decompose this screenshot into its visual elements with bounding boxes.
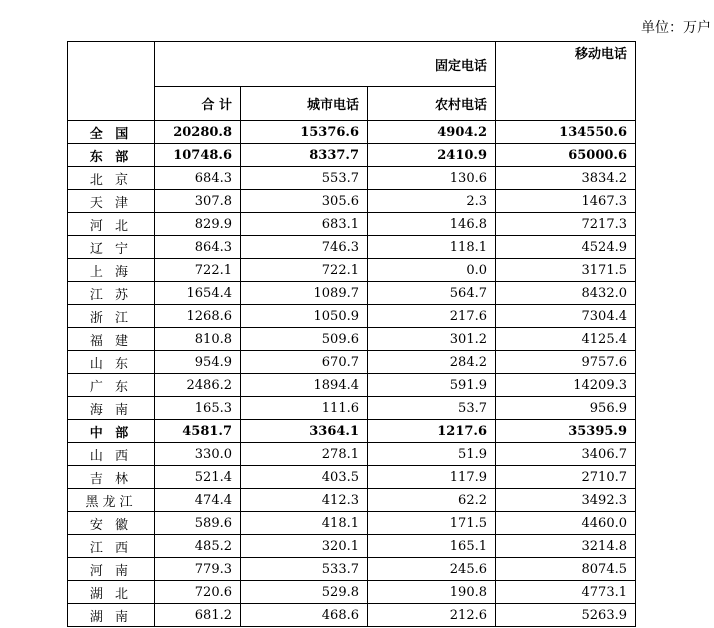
region-name-cell: 福 建 [68, 328, 155, 351]
mobile-cell: 8074.5 [496, 558, 636, 581]
table-row [68, 328, 636, 351]
table-row [68, 259, 636, 282]
rural-cell: 146.8 [368, 213, 496, 236]
mobile-cell: 7217.3 [496, 213, 636, 236]
total-cell: 864.3 [155, 236, 241, 259]
rural-cell: 564.7 [368, 282, 496, 305]
telephone-subscribers-table [67, 41, 636, 627]
total-cell: 1654.4 [155, 282, 241, 305]
unit-label: 单位：万户 [641, 20, 711, 36]
total-cell: 307.8 [155, 190, 241, 213]
table-row [68, 121, 636, 144]
rural-cell: 62.2 [368, 489, 496, 512]
total-cell: 779.3 [155, 558, 241, 581]
mobile-cell: 1467.3 [496, 190, 636, 213]
rural-cell: 301.2 [368, 328, 496, 351]
region-name-cell: 北 京 [68, 167, 155, 190]
total-cell: 810.8 [155, 328, 241, 351]
total-cell: 2486.2 [155, 374, 241, 397]
table-row [68, 190, 636, 213]
header-row [68, 42, 636, 87]
urban-cell: 722.1 [241, 259, 368, 282]
urban-cell: 533.7 [241, 558, 368, 581]
mobile-cell: 8432.0 [496, 282, 636, 305]
table-row [68, 374, 636, 397]
total-cell: 681.2 [155, 604, 241, 627]
region-name-cell: 吉 林 [68, 466, 155, 489]
mobile-cell: 3171.5 [496, 259, 636, 282]
total-cell: 720.6 [155, 581, 241, 604]
mobile-cell: 65000.6 [496, 144, 636, 167]
urban-cell: 1050.9 [241, 305, 368, 328]
mobile-cell: 4460.0 [496, 512, 636, 535]
total-cell: 589.6 [155, 512, 241, 535]
region-name-cell: 全 国 [68, 121, 155, 144]
table-row [68, 466, 636, 489]
region-name-cell: 浙 江 [68, 305, 155, 328]
region-name-cell: 湖 北 [68, 581, 155, 604]
urban-cell: 412.3 [241, 489, 368, 512]
mobile-cell: 3834.2 [496, 167, 636, 190]
table-row [68, 305, 636, 328]
region-name-cell: 江 西 [68, 535, 155, 558]
region-name-cell: 辽 宁 [68, 236, 155, 259]
total-cell: 4581.7 [155, 420, 241, 443]
table-row [68, 282, 636, 305]
urban-cell: 278.1 [241, 443, 368, 466]
fixed-phone-header: 固定电话 [155, 42, 496, 87]
mobile-cell: 134550.6 [496, 121, 636, 144]
urban-cell: 305.6 [241, 190, 368, 213]
rural-cell: 217.6 [368, 305, 496, 328]
region-header-cell [68, 42, 155, 121]
urban-cell: 1089.7 [241, 282, 368, 305]
rural-cell: 53.7 [368, 397, 496, 420]
mobile-cell: 3214.8 [496, 535, 636, 558]
total-cell: 10748.6 [155, 144, 241, 167]
rural-cell: 4904.2 [368, 121, 496, 144]
total-cell: 954.9 [155, 351, 241, 374]
mobile-cell: 9757.6 [496, 351, 636, 374]
total-header: 合 计 [155, 87, 241, 121]
region-name-cell: 广 东 [68, 374, 155, 397]
table-row [68, 558, 636, 581]
mobile-cell: 7304.4 [496, 305, 636, 328]
rural-cell: 0.0 [368, 259, 496, 282]
mobile-cell: 4524.9 [496, 236, 636, 259]
mobile-cell: 956.9 [496, 397, 636, 420]
total-cell: 829.9 [155, 213, 241, 236]
rural-cell: 284.2 [368, 351, 496, 374]
region-name-cell: 上 海 [68, 259, 155, 282]
rural-cell: 2.3 [368, 190, 496, 213]
mobile-cell: 35395.9 [496, 420, 636, 443]
total-cell: 165.3 [155, 397, 241, 420]
region-name-cell: 中 部 [68, 420, 155, 443]
urban-cell: 509.6 [241, 328, 368, 351]
urban-cell: 8337.7 [241, 144, 368, 167]
total-cell: 684.3 [155, 167, 241, 190]
region-name-cell: 河 南 [68, 558, 155, 581]
region-name-cell: 海 南 [68, 397, 155, 420]
mobile-cell: 14209.3 [496, 374, 636, 397]
urban-cell: 553.7 [241, 167, 368, 190]
table-row [68, 443, 636, 466]
rural-cell: 190.8 [368, 581, 496, 604]
region-name-cell: 黑龙江 [68, 489, 155, 512]
urban-cell: 418.1 [241, 512, 368, 535]
total-cell: 474.4 [155, 489, 241, 512]
total-cell: 722.1 [155, 259, 241, 282]
urban-cell: 746.3 [241, 236, 368, 259]
table-body [68, 42, 636, 627]
urban-cell: 529.8 [241, 581, 368, 604]
region-name-cell: 河 北 [68, 213, 155, 236]
region-name-cell: 安 徽 [68, 512, 155, 535]
table-row [68, 167, 636, 190]
rural-cell: 591.9 [368, 374, 496, 397]
table-row [68, 581, 636, 604]
table-row [68, 213, 636, 236]
rural-cell: 130.6 [368, 167, 496, 190]
urban-cell: 320.1 [241, 535, 368, 558]
urban-header: 城市电话 [241, 87, 368, 121]
mobile-cell: 3492.3 [496, 489, 636, 512]
rural-cell: 171.5 [368, 512, 496, 535]
urban-cell: 1894.4 [241, 374, 368, 397]
mobile-cell: 4125.4 [496, 328, 636, 351]
urban-cell: 15376.6 [241, 121, 368, 144]
mobile-phone-header: 移动电话 [496, 42, 636, 121]
urban-cell: 111.6 [241, 397, 368, 420]
rural-cell: 245.6 [368, 558, 496, 581]
total-cell: 521.4 [155, 466, 241, 489]
region-name-cell: 山 西 [68, 443, 155, 466]
mobile-cell: 3406.7 [496, 443, 636, 466]
rural-cell: 2410.9 [368, 144, 496, 167]
table-row [68, 489, 636, 512]
urban-cell: 3364.1 [241, 420, 368, 443]
table-row [68, 397, 636, 420]
rural-cell: 118.1 [368, 236, 496, 259]
mobile-cell: 5263.9 [496, 604, 636, 627]
table-row [68, 144, 636, 167]
table-row [68, 604, 636, 627]
region-name-cell: 江 苏 [68, 282, 155, 305]
rural-cell: 1217.6 [368, 420, 496, 443]
rural-header: 农村电话 [368, 87, 496, 121]
region-name-cell: 山 东 [68, 351, 155, 374]
total-cell: 20280.8 [155, 121, 241, 144]
table-row [68, 236, 636, 259]
urban-cell: 403.5 [241, 466, 368, 489]
urban-cell: 670.7 [241, 351, 368, 374]
rural-cell: 117.9 [368, 466, 496, 489]
mobile-cell: 4773.1 [496, 581, 636, 604]
total-cell: 1268.6 [155, 305, 241, 328]
total-cell: 330.0 [155, 443, 241, 466]
urban-cell: 468.6 [241, 604, 368, 627]
rural-cell: 212.6 [368, 604, 496, 627]
mobile-cell: 2710.7 [496, 466, 636, 489]
rural-cell: 51.9 [368, 443, 496, 466]
region-name-cell: 湖 南 [68, 604, 155, 627]
total-cell: 485.2 [155, 535, 241, 558]
table-row [68, 420, 636, 443]
table-row [68, 351, 636, 374]
region-name-cell: 天 津 [68, 190, 155, 213]
rural-cell: 165.1 [368, 535, 496, 558]
region-name-cell: 东 部 [68, 144, 155, 167]
table-row [68, 535, 636, 558]
urban-cell: 683.1 [241, 213, 368, 236]
table-row [68, 512, 636, 535]
